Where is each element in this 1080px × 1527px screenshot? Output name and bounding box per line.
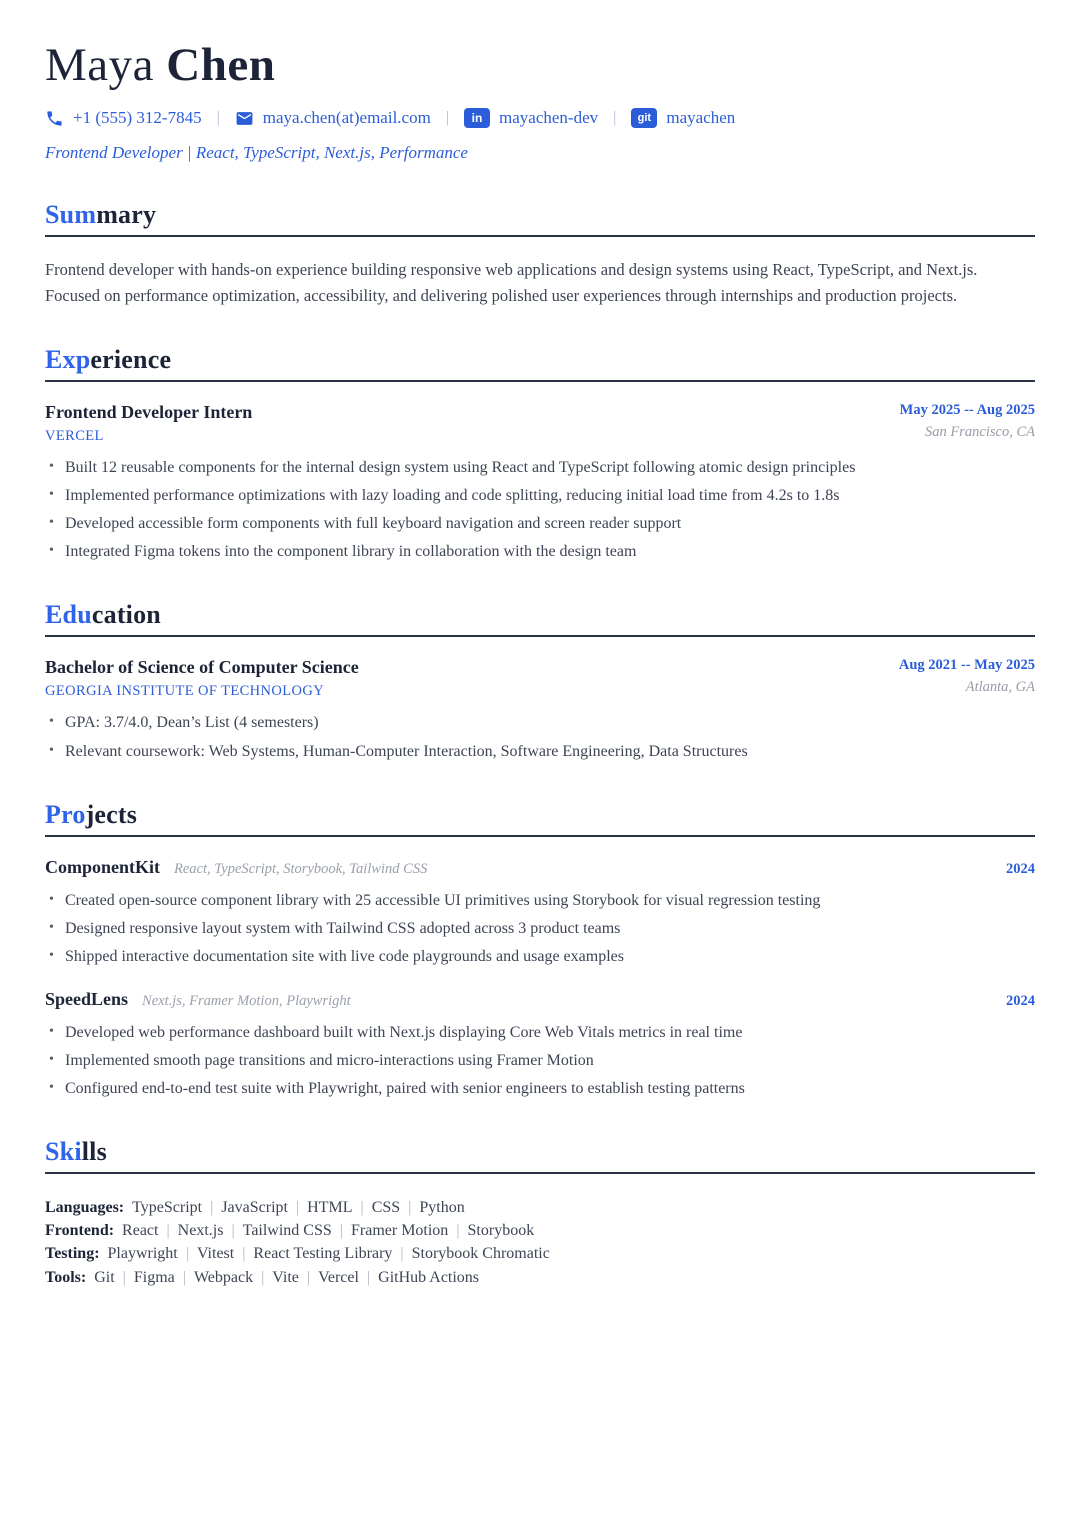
education-bullets: [45, 712, 1035, 762]
skill-item: React Testing Library: [253, 1245, 393, 1263]
skills-row-languages: [45, 1196, 1035, 1219]
project-year: 2024: [1006, 860, 1035, 877]
skill-item: Tailwind CSS: [242, 1222, 332, 1240]
skill-item: GitHub Actions: [378, 1268, 480, 1286]
education-heading-rest: cation: [91, 600, 161, 630]
section-education: [45, 600, 1035, 762]
bullet-item: • Configured end-to-end test suite with Playwright, paired with senior engineers to establish testing patterns: [45, 1078, 1035, 1100]
skills-label: Tools:: [45, 1268, 87, 1286]
bullet-item: • Integrated Figma tokens into the component library in collaboration with the design team: [45, 541, 1035, 563]
skill-item: Storybook Chromatic: [411, 1245, 550, 1263]
bullet-item: • Relevant coursework: Web Systems, Human-Computer Interaction, Software Engineering, Data Structures: [45, 741, 1035, 763]
contact-separator: |: [613, 109, 617, 127]
skill-item: CSS: [371, 1199, 401, 1217]
skill-separator: |: [261, 1268, 265, 1286]
project-entry: [45, 857, 1035, 968]
bullet-item: • Implemented performance optimizations with lazy loading and code splitting, reducing initial load time from 4.2s to 1.8s: [45, 485, 1035, 507]
skill-item: Next.js: [177, 1222, 224, 1240]
linkedin-link[interactable]: [464, 108, 598, 128]
skill-item: TypeScript: [132, 1199, 203, 1217]
skills-heading-rest: lls: [81, 1137, 107, 1167]
skills-heading-accent: Ski: [45, 1137, 82, 1167]
location: San Francisco, CA: [925, 424, 1035, 441]
phone-number: +1 (555) 312-7845: [73, 108, 202, 128]
education-heading: [45, 600, 1035, 637]
skill-separator: |: [295, 1199, 300, 1217]
github-handle: mayachen: [666, 108, 736, 128]
project-bullets: [45, 890, 1035, 968]
experience-heading-rest: erience: [90, 345, 172, 375]
date-range: May 2025 -- Aug 2025: [899, 402, 1035, 419]
degree-title: Bachelor of Science of Computer Science: [45, 657, 359, 678]
skill-separator: |: [182, 1268, 186, 1286]
project-bullets: [45, 1022, 1035, 1100]
summary-heading-accent: Sum: [45, 200, 97, 230]
bullet-item: • Designed responsive layout system with Tailwind CSS adopted across 3 product teams: [45, 918, 1035, 940]
bullet-item: • Implemented smooth page transitions and micro-interactions using Framer Motion: [45, 1050, 1035, 1072]
summary-heading: [45, 200, 1035, 237]
skill-separator: |: [400, 1245, 404, 1263]
contact-separator: |: [445, 109, 450, 127]
skills-heading: [45, 1137, 1035, 1174]
project-stack: React, TypeScript, Storybook, Tailwind CSS: [174, 860, 428, 877]
bullet-item: • Developed web performance dashboard built with Next.js displaying Core Web Vitals metrics in real time: [45, 1022, 1035, 1044]
location: Atlanta, GA: [965, 679, 1035, 696]
skill-item: Figma: [133, 1268, 175, 1286]
project-name: ComponentKit: [45, 856, 161, 877]
email-address: maya.chen(at)email.com: [262, 108, 431, 128]
skill-item: Webpack: [193, 1268, 254, 1286]
section-skills: [45, 1137, 1035, 1289]
skill-separator: |: [122, 1268, 126, 1286]
experience-bullets: [45, 457, 1035, 563]
education-heading-accent: Edu: [45, 600, 92, 630]
skill-separator: |: [408, 1199, 412, 1217]
education-entry: [45, 657, 1035, 762]
phone-link[interactable]: [45, 108, 202, 128]
skills-row-frontend: [45, 1219, 1035, 1242]
company-name: VERCEL: [45, 428, 104, 445]
skill-separator: |: [242, 1245, 246, 1263]
project-name: SpeedLens: [45, 988, 129, 1009]
phone-icon: [45, 109, 64, 128]
tagline: Frontend Developer | React, TypeScript, Next.js, Performance: [45, 143, 468, 163]
date-range: Aug 2021 -- May 2025: [898, 657, 1035, 674]
skill-separator: |: [366, 1268, 371, 1286]
skill-item: Playwright: [107, 1245, 178, 1263]
bullet-item: • GPA: 3.7/4.0, Dean’s List (4 semesters): [45, 712, 1035, 734]
bullet-item: • Shipped interactive documentation site with live code playgrounds and usage examples: [45, 946, 1035, 968]
summary-text: Frontend developer with hands-on experience building responsive web applications and design systems using React, TypeScript, and Next.js. Focused on performance optimization, accessibility, and delivering polished user experiences through internships and production projects.: [45, 260, 978, 305]
contact-row: [45, 108, 1035, 128]
resume-header: [45, 38, 1035, 163]
projects-heading-rest: jects: [85, 799, 138, 829]
project-year: 2024: [1006, 992, 1035, 1009]
skill-item: JavaScript: [221, 1199, 288, 1217]
experience-heading: [45, 345, 1035, 382]
skill-item: Git: [94, 1268, 115, 1286]
projects-heading: [45, 800, 1035, 837]
skills-label: Testing:: [45, 1245, 100, 1263]
skill-separator: |: [360, 1199, 364, 1217]
skill-item: HTML: [307, 1199, 353, 1217]
github-link[interactable]: [631, 108, 735, 128]
linkedin-handle: mayachen-dev: [499, 108, 599, 128]
skill-separator: |: [306, 1268, 311, 1286]
skill-separator: |: [339, 1222, 343, 1240]
section-projects: [45, 800, 1035, 1100]
skill-item: React: [122, 1222, 159, 1240]
role-title: Frontend Developer Intern: [45, 402, 253, 423]
last-name: Chen: [166, 39, 276, 91]
email-icon: [235, 109, 254, 128]
bullet-item: • Created open-source component library with 25 accessible UI primitives using Storybook for visual regression testing: [45, 890, 1035, 912]
email-link[interactable]: [235, 108, 431, 128]
summary-heading-rest: mary: [96, 200, 157, 230]
project-entry: [45, 989, 1035, 1100]
skill-item: Storybook: [467, 1222, 535, 1240]
skill-separator: |: [456, 1222, 460, 1240]
projects-heading-accent: Pro: [45, 799, 86, 829]
section-experience: [45, 345, 1035, 563]
school-name: GEORGIA INSTITUTE OF TECHNOLOGY: [45, 683, 325, 700]
skill-item: Python: [419, 1199, 465, 1217]
skills-row-testing: [45, 1242, 1035, 1265]
skills-label: Languages:: [45, 1199, 125, 1217]
linkedin-icon: in: [464, 108, 490, 128]
skill-separator: |: [185, 1245, 189, 1263]
bullet-item: • Developed accessible form components with full keyboard navigation and screen reader support: [45, 513, 1035, 535]
first-name: Maya: [45, 39, 155, 91]
project-stack: Next.js, Framer Motion, Playwright: [142, 992, 351, 1009]
skill-separator: |: [210, 1199, 214, 1217]
skill-item: Vitest: [196, 1245, 235, 1263]
contact-separator: |: [216, 109, 220, 127]
skill-separator: |: [231, 1222, 235, 1240]
github-icon: git: [631, 108, 657, 128]
skill-item: Vite: [272, 1268, 299, 1286]
bullet-item: • Built 12 reusable components for the internal design system using React and TypeScript following atomic design principles: [45, 457, 1035, 479]
skills-label: Frontend:: [45, 1222, 115, 1240]
skill-item: Vercel: [318, 1268, 359, 1286]
section-summary: [45, 200, 1035, 308]
experience-entry: [45, 402, 1035, 563]
skills-row-tools: [45, 1266, 1035, 1289]
skill-item: Framer Motion: [350, 1222, 449, 1240]
person-name: [45, 38, 1035, 92]
skill-separator: |: [166, 1222, 170, 1240]
experience-heading-accent: Exp: [45, 345, 91, 375]
